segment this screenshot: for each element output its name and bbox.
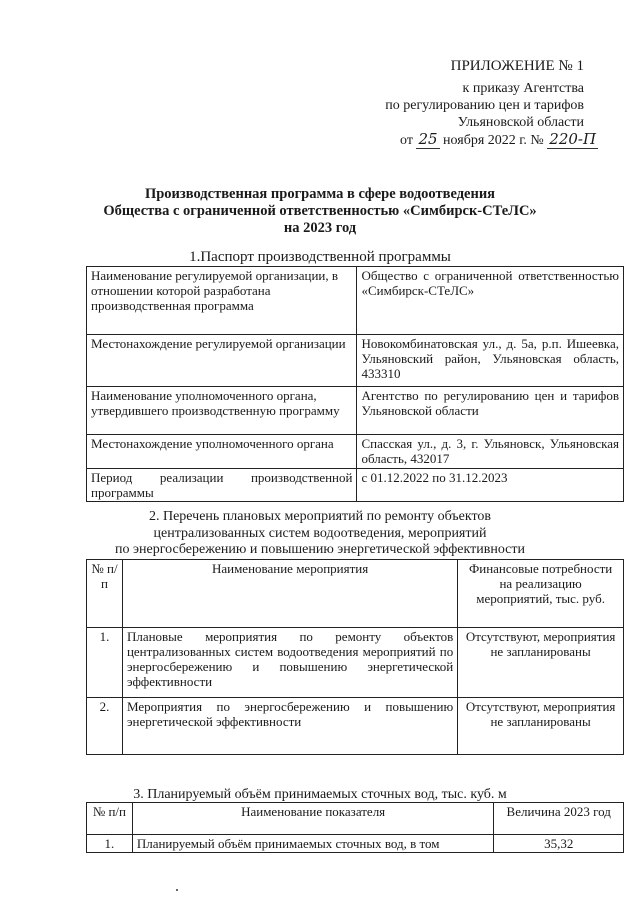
document-title-line3: на 2023 год <box>283 220 357 236</box>
col-header-value: Величина 2023 год <box>494 803 624 835</box>
col-header-fin: Финансовые потребности на реализацию мероприятий, тыс. руб. <box>458 560 624 628</box>
table-header-row <box>87 803 624 835</box>
passport-label: Местонахождение регулируемой организации <box>87 335 357 387</box>
order-date-line <box>400 131 598 149</box>
date-mid: ноября 2022 г. № <box>443 133 544 148</box>
measures-table <box>86 559 624 755</box>
col-header-num: № п/п <box>87 560 123 628</box>
row-num: 1. <box>87 628 123 698</box>
indicator-name: Планируемый объём принимаемых сточных вод, в том <box>132 835 494 853</box>
measure-name: Плановые мероприятия по ремонту объектов централизованных систем водоотведения мероприятий по энергосбережению и повышению энергетической эффективности <box>122 628 457 698</box>
col-header-name: Наименование мероприятия <box>122 560 457 628</box>
measure-fin: Отсутствуют, мероприятия не запланированы <box>458 628 624 698</box>
passport-label: Наименование регулируемой организации, в отношении которой разработана производственная программа <box>87 267 357 335</box>
table-row <box>87 335 624 387</box>
table-row <box>87 835 624 853</box>
table-row <box>87 698 624 755</box>
table-row <box>87 435 624 469</box>
table-row <box>87 628 624 698</box>
row-num: 2. <box>87 698 123 755</box>
passport-label: Период реализации производственной программы <box>87 469 357 502</box>
order-ref-line2: по регулированию цен и тарифов <box>385 98 584 113</box>
passport-value: Агентство по регулированию цен и тарифов Ульяновской области <box>357 387 624 435</box>
passport-value: с 01.12.2022 по 31.12.2023 <box>357 469 624 502</box>
appendix-label: ПРИЛОЖЕНИЕ № 1 <box>450 58 584 74</box>
passport-label: Местонахождение уполномоченного органа <box>87 435 357 469</box>
section2-heading-line2: централизованных систем водоотведения, мероприятий <box>153 526 487 541</box>
table-header-row <box>87 560 624 628</box>
measure-fin: Отсутствуют, мероприятия не запланированы <box>458 698 624 755</box>
passport-value: Общество с ограниченной ответственностью «Симбирск-СТеЛС» <box>357 267 624 335</box>
handwritten-order-number: 220-П <box>549 130 597 148</box>
section1-heading: 1.Паспорт производственной программы <box>189 249 451 265</box>
section3-heading: 3. Планируемый объём принимаемых сточных вод, тыс. куб. м <box>133 787 507 802</box>
document-title-line2: Общества с ограниченной ответственностью «Симбирск-СТеЛС» <box>103 203 537 219</box>
document-title-line1: Производственная программа в сфере водоотведения <box>144 186 496 202</box>
col-header-name: Наименование показателя <box>132 803 494 835</box>
table-row <box>87 469 624 502</box>
passport-value: Спасская ул., д. 3, г. Ульяновск, Ульяновская область, 432017 <box>357 435 624 469</box>
order-ref-line1: к приказу Агентства <box>462 81 584 96</box>
section2-heading-line3: по энергосбережению и повышению энергетической эффективности <box>115 542 525 557</box>
passport-label: Наименование уполномоченного органа, утвердившего производственную программу <box>87 387 357 435</box>
col-header-num: № п/п <box>87 803 133 835</box>
date-prefix: от <box>400 133 413 148</box>
measure-name: Мероприятия по энергосбережению и повышению энергетической эффективности <box>122 698 457 755</box>
row-num: 1. <box>87 835 133 853</box>
indicator-value: 35,32 <box>494 835 624 853</box>
passport-value: Новокомбинатовская ул., д. 5а, р.п. Ишеевка, Ульяновский район, Ульяновская область, 433310 <box>357 335 624 387</box>
scan-speck <box>176 889 178 891</box>
passport-table <box>86 266 624 502</box>
table-row <box>87 387 624 435</box>
volume-table <box>86 802 624 853</box>
order-ref-line3: Ульяновской области <box>457 115 584 130</box>
handwritten-day: 25 <box>418 130 438 148</box>
table-row <box>87 267 624 335</box>
section2-heading-line1: 2. Перечень плановых мероприятий по ремонту объектов <box>148 509 491 524</box>
